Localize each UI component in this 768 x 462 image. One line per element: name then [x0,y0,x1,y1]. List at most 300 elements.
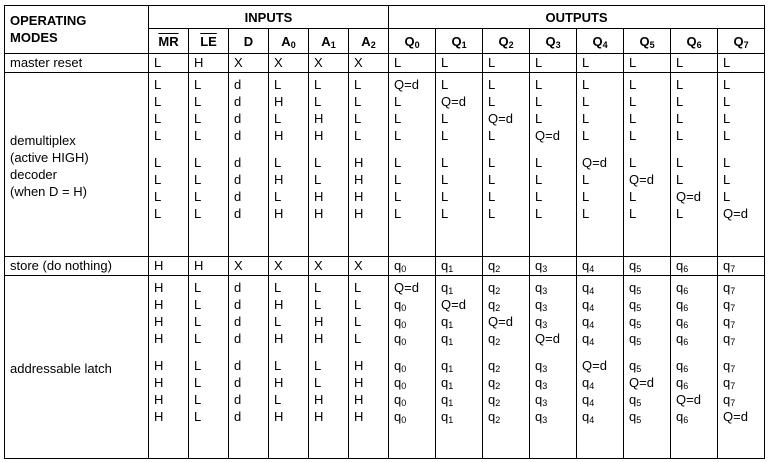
cell-value: L [723,94,731,109]
cell-value: L [154,206,162,221]
cell-value: $q_5$ [629,279,642,296]
cell-value: Q=d [676,391,701,407]
cell-value: L [441,206,449,221]
operating-mode-cell [5,275,149,459]
cell-value: L [441,128,449,143]
cell-value: d [234,296,242,312]
cell-value: $q_5$ [629,408,642,425]
input-value-cell [149,54,189,73]
cell-value: L [394,172,402,187]
cell-value: L [629,55,637,70]
cell-value: L [314,94,322,109]
output-value-cell [483,275,530,459]
cell-value: L [629,189,637,204]
cell-value: L [194,189,202,204]
operating-mode-label: store (do nothing) [10,257,112,273]
cell-value: L [354,330,362,346]
output-column-header: $Q_2$ [483,29,530,54]
group-spacer [629,347,670,357]
cell-value: L [314,357,322,373]
cell-value: $q_7$ [723,279,736,296]
output-value-cell [436,275,483,459]
cell-value: L [441,189,449,204]
cell-value: L [535,111,543,126]
cell-value: L [354,77,362,92]
input-value-cell [189,275,229,459]
group-spacer [154,144,188,154]
cell-value: $q_0$ [394,257,407,274]
cell-value: H [354,408,364,424]
cell-value: $q_1$ [441,330,454,347]
cell-value: L [441,111,449,126]
cell-value: $q_1$ [441,391,454,408]
operating-modes-line: MODES [10,30,58,45]
cell-value: d [234,155,242,170]
cell-value: L [723,55,731,70]
cell-value: L [629,77,637,92]
cell-value: $q_3$ [535,408,548,425]
group-spacer [234,144,268,154]
input-value-cell [149,73,189,257]
output-value-cell [577,256,624,275]
outputs-header: OUTPUTS [389,6,765,29]
cell-value: H [354,206,364,221]
input-value-cell [189,256,229,275]
table-row [5,256,765,275]
output-value-cell [624,73,671,257]
cell-value: $q_4$ [582,330,595,347]
cell-value: L [274,279,282,295]
output-value-cell [436,256,483,275]
input-value-cell [229,54,269,73]
cell-value: X [234,257,243,273]
input-value-cell [149,275,189,459]
cell-value: $q_0$ [394,408,407,425]
cell-value: L [629,128,637,143]
cell-value: L [354,128,362,143]
cell-value: H [354,357,364,373]
output-value-cell [577,73,624,257]
cell-value: L [676,94,684,109]
cell-value: L [629,94,637,109]
cell-value: L [488,172,496,187]
cell-value: L [274,391,282,407]
cell-value: L [441,77,449,92]
cell-value: Q=d [582,155,607,170]
input-value-cell [309,275,349,459]
cell-value: L [274,77,282,92]
cell-value: L [154,189,162,204]
input-value-cell [269,73,309,257]
operating-mode-label: decoder [10,166,57,182]
cell-value: d [234,206,242,221]
cell-value: $q_2$ [488,279,501,296]
cell-value: H [274,296,284,312]
cell-value: $q_5$ [629,330,642,347]
output-value-cell [718,54,765,73]
cell-value: $q_0$ [394,374,407,391]
cell-value: d [234,391,242,407]
cell-value: $q_3$ [535,279,548,296]
cell-value: L [354,313,362,329]
output-value-cell [483,54,530,73]
cell-value: $q_4$ [582,313,595,330]
cell-value: d [234,357,242,373]
cell-value: L [314,77,322,92]
cell-value: $q_2$ [488,357,501,374]
cell-value: $q_4$ [582,279,595,296]
cell-value: Q=d [535,128,560,143]
cell-value: $q_0$ [394,391,407,408]
group-spacer [314,347,348,357]
cell-value: $q_4$ [582,296,595,313]
cell-value: H [314,206,324,221]
input-value-cell [229,73,269,257]
cell-value: H [354,374,364,390]
cell-value: L [582,128,590,143]
input-value-cell [229,256,269,275]
cell-value: L [488,206,496,221]
operating-mode-cell [5,54,149,73]
cell-value: L [154,55,162,70]
cell-value: H [314,128,324,143]
cell-value: d [234,374,242,390]
cell-value: $q_2$ [488,330,501,347]
cell-value: $q_3$ [535,357,548,374]
cell-value: H [274,128,284,143]
group-spacer [535,144,576,154]
group-spacer [488,347,529,357]
cell-value: H [314,330,324,346]
input-value-cell [269,275,309,459]
cell-value: L [488,94,496,109]
cell-value: L [723,189,731,204]
input-value-cell [309,256,349,275]
table-row [5,54,765,73]
cell-value: Q=d [723,206,748,221]
cell-value: L [154,111,162,126]
cell-value: L [354,279,362,295]
cell-value: L [582,206,590,221]
cell-value: L [676,77,684,92]
input-column-header: $A_1$ [309,29,349,54]
cell-value: X [314,257,323,273]
cell-value: H [154,357,164,373]
cell-value: Q=d [394,279,419,295]
cell-value: L [629,111,637,126]
cell-value: $q_7$ [723,391,736,408]
cell-value: Q=d [535,330,560,346]
cell-value: H [314,313,324,329]
cell-value: $q_6$ [676,374,689,391]
cell-value: H [354,189,364,204]
output-value-cell [389,275,436,459]
group-spacer [723,144,764,154]
cell-value: X [314,55,323,70]
cell-value: X [274,55,283,70]
cell-value: H [154,257,164,273]
input-column-header: $\overline{LE}$ [189,29,229,54]
group-spacer [629,144,670,154]
cell-value: Q=d [441,296,466,312]
cell-value: L [314,296,322,312]
cell-value: H [274,408,284,424]
cell-value: L [723,155,731,170]
output-value-cell [718,256,765,275]
group-spacer [582,347,623,357]
cell-value: $q_6$ [676,313,689,330]
input-value-cell [269,256,309,275]
cell-value: $q_0$ [394,357,407,374]
cell-value: $q_5$ [629,257,642,274]
cell-value: L [535,189,543,204]
output-column-header: $Q_5$ [624,29,671,54]
cell-value: $q_6$ [676,408,689,425]
cell-value: $q_6$ [676,257,689,274]
cell-value: H [154,391,164,407]
cell-value: L [676,55,684,70]
inputs-header: INPUTS [149,6,389,29]
cell-value: H [314,111,324,126]
operating-mode-label: (when D = H) [10,183,87,199]
operating-mode-label: demultiplex [10,132,76,148]
cell-value: L [394,55,402,70]
cell-value: L [535,172,543,187]
cell-value: L [194,77,202,92]
cell-value: $q_2$ [488,374,501,391]
cell-value: L [314,155,322,170]
cell-value: L [488,128,496,143]
cell-value: L [154,128,162,143]
cell-value: $q_4$ [582,408,595,425]
cell-value: H [154,374,164,390]
input-value-cell [149,256,189,275]
table-row [5,73,765,257]
cell-value: Q=d [488,111,513,126]
cell-value: L [194,296,202,312]
output-value-cell [530,256,577,275]
input-value-cell [349,256,389,275]
group-spacer [154,347,188,357]
cell-value: $q_3$ [535,296,548,313]
cell-value: L [582,111,590,126]
cell-value: X [274,257,283,273]
cell-value: H [154,296,164,312]
cell-value: L [314,172,322,187]
cell-value: $q_0$ [394,313,407,330]
cell-value: L [629,206,637,221]
input-column-header: $A_0$ [269,29,309,54]
cell-value: d [234,128,242,143]
cell-value: L [154,77,162,92]
cell-value: H [314,408,324,424]
cell-value: H [274,206,284,221]
output-value-cell [577,275,624,459]
cell-value: L [194,128,202,143]
group-spacer [274,347,308,357]
cell-value: d [234,189,242,204]
cell-value: L [154,94,162,109]
cell-value: L [274,189,282,204]
cell-value: L [194,374,202,390]
cell-value: H [154,408,164,424]
cell-value: L [535,155,543,170]
output-value-cell [671,256,718,275]
cell-value: L [194,94,202,109]
cell-value: d [234,111,242,126]
cell-value: d [234,94,242,109]
group-spacer [274,144,308,154]
cell-value: d [234,330,242,346]
output-column-header: $Q_6$ [671,29,718,54]
cell-value: $q_2$ [488,408,501,425]
output-value-cell [530,275,577,459]
cell-value: L [194,155,202,170]
cell-value: $q_0$ [394,330,407,347]
cell-value: L [194,357,202,373]
cell-value: $q_3$ [535,391,548,408]
input-value-cell [229,275,269,459]
cell-value: $q_5$ [629,357,642,374]
cell-value: H [154,330,164,346]
input-column-header: D [229,29,269,54]
cell-value: d [234,172,242,187]
operating-mode-label: (active HIGH) [10,149,89,165]
cell-value: L [582,94,590,109]
operating-modes-line: OPERATING [10,13,87,28]
cell-value: L [394,128,402,143]
cell-value: $q_1$ [441,408,454,425]
cell-value: X [354,257,363,273]
cell-value: L [274,313,282,329]
cell-value: L [441,55,449,70]
cell-value: H [314,391,324,407]
cell-value: L [394,206,402,221]
cell-value: $q_6$ [676,330,689,347]
cell-value: $q_1$ [441,357,454,374]
input-value-cell [309,73,349,257]
cell-value: L [535,94,543,109]
output-value-cell [718,73,765,257]
cell-value: d [234,279,242,295]
cell-value: Q=d [394,77,419,92]
cell-value: L [723,111,731,126]
cell-value: L [194,172,202,187]
group-spacer [535,347,576,357]
cell-value: L [629,155,637,170]
cell-value: L [441,172,449,187]
cell-value: Q=d [582,357,607,373]
group-spacer [234,347,268,357]
operating-mode-cell [5,73,149,257]
cell-value: L [535,206,543,221]
cell-value: L [394,111,402,126]
cell-value: X [354,55,363,70]
cell-value: L [194,408,202,424]
cell-value: $q_6$ [676,357,689,374]
output-value-cell [483,73,530,257]
group-spacer [314,144,348,154]
cell-value: $q_5$ [629,313,642,330]
cell-value: $q_6$ [676,279,689,296]
input-value-cell [349,73,389,257]
cell-value: $q_7$ [723,313,736,330]
table-row [5,275,765,459]
group-spacer [582,144,623,154]
cell-value: L [394,189,402,204]
cell-value: H [354,172,364,187]
output-value-cell [624,256,671,275]
cell-value: H [154,279,164,295]
operating-mode-label: master reset [10,55,83,70]
cell-value: $q_5$ [629,391,642,408]
output-value-cell [671,54,718,73]
output-value-cell [718,275,765,459]
cell-value: H [274,374,284,390]
cell-value: $q_2$ [488,296,501,313]
cell-value: L [194,206,202,221]
cell-value: $q_7$ [723,330,736,347]
input-column-header: $A_2$ [349,29,389,54]
cell-value: $q_4$ [582,391,595,408]
cell-value: L [194,313,202,329]
cell-value: Q=d [629,374,654,390]
cell-value: Q=d [441,94,466,109]
group-spacer [723,347,764,357]
output-column-header: $Q_3$ [530,29,577,54]
cell-value: H [274,94,284,109]
cell-value: L [354,111,362,126]
cell-value: L [723,172,731,187]
input-value-cell [309,54,349,73]
cell-value: H [354,155,364,170]
function-table [4,5,765,459]
cell-value: d [234,408,242,424]
cell-value: L [723,77,731,92]
cell-value: $q_2$ [488,391,501,408]
output-value-cell [436,54,483,73]
operating-mode-label: addressable latch [10,360,112,376]
output-value-cell [389,73,436,257]
output-value-cell [389,256,436,275]
cell-value: L [154,155,162,170]
cell-value: L [274,111,282,126]
input-value-cell [349,275,389,459]
cell-value: $q_1$ [441,313,454,330]
cell-value: L [535,77,543,92]
cell-value: L [582,189,590,204]
output-value-cell [530,54,577,73]
cell-value: $q_7$ [723,357,736,374]
cell-value: $q_4$ [582,257,595,274]
output-value-cell [483,256,530,275]
operating-mode-cell [5,256,149,275]
cell-value: L [676,155,684,170]
output-column-header: $Q_7$ [718,29,765,54]
group-spacer [194,144,228,154]
cell-value: H [314,189,324,204]
cell-value: L [488,55,496,70]
input-value-cell [269,54,309,73]
group-spacer [194,347,228,357]
cell-value: $q_6$ [676,296,689,313]
cell-value: L [194,279,202,295]
cell-value: L [582,77,590,92]
cell-value: L [535,55,543,70]
cell-value: L [441,155,449,170]
input-value-cell [189,73,229,257]
cell-value: $q_3$ [535,374,548,391]
